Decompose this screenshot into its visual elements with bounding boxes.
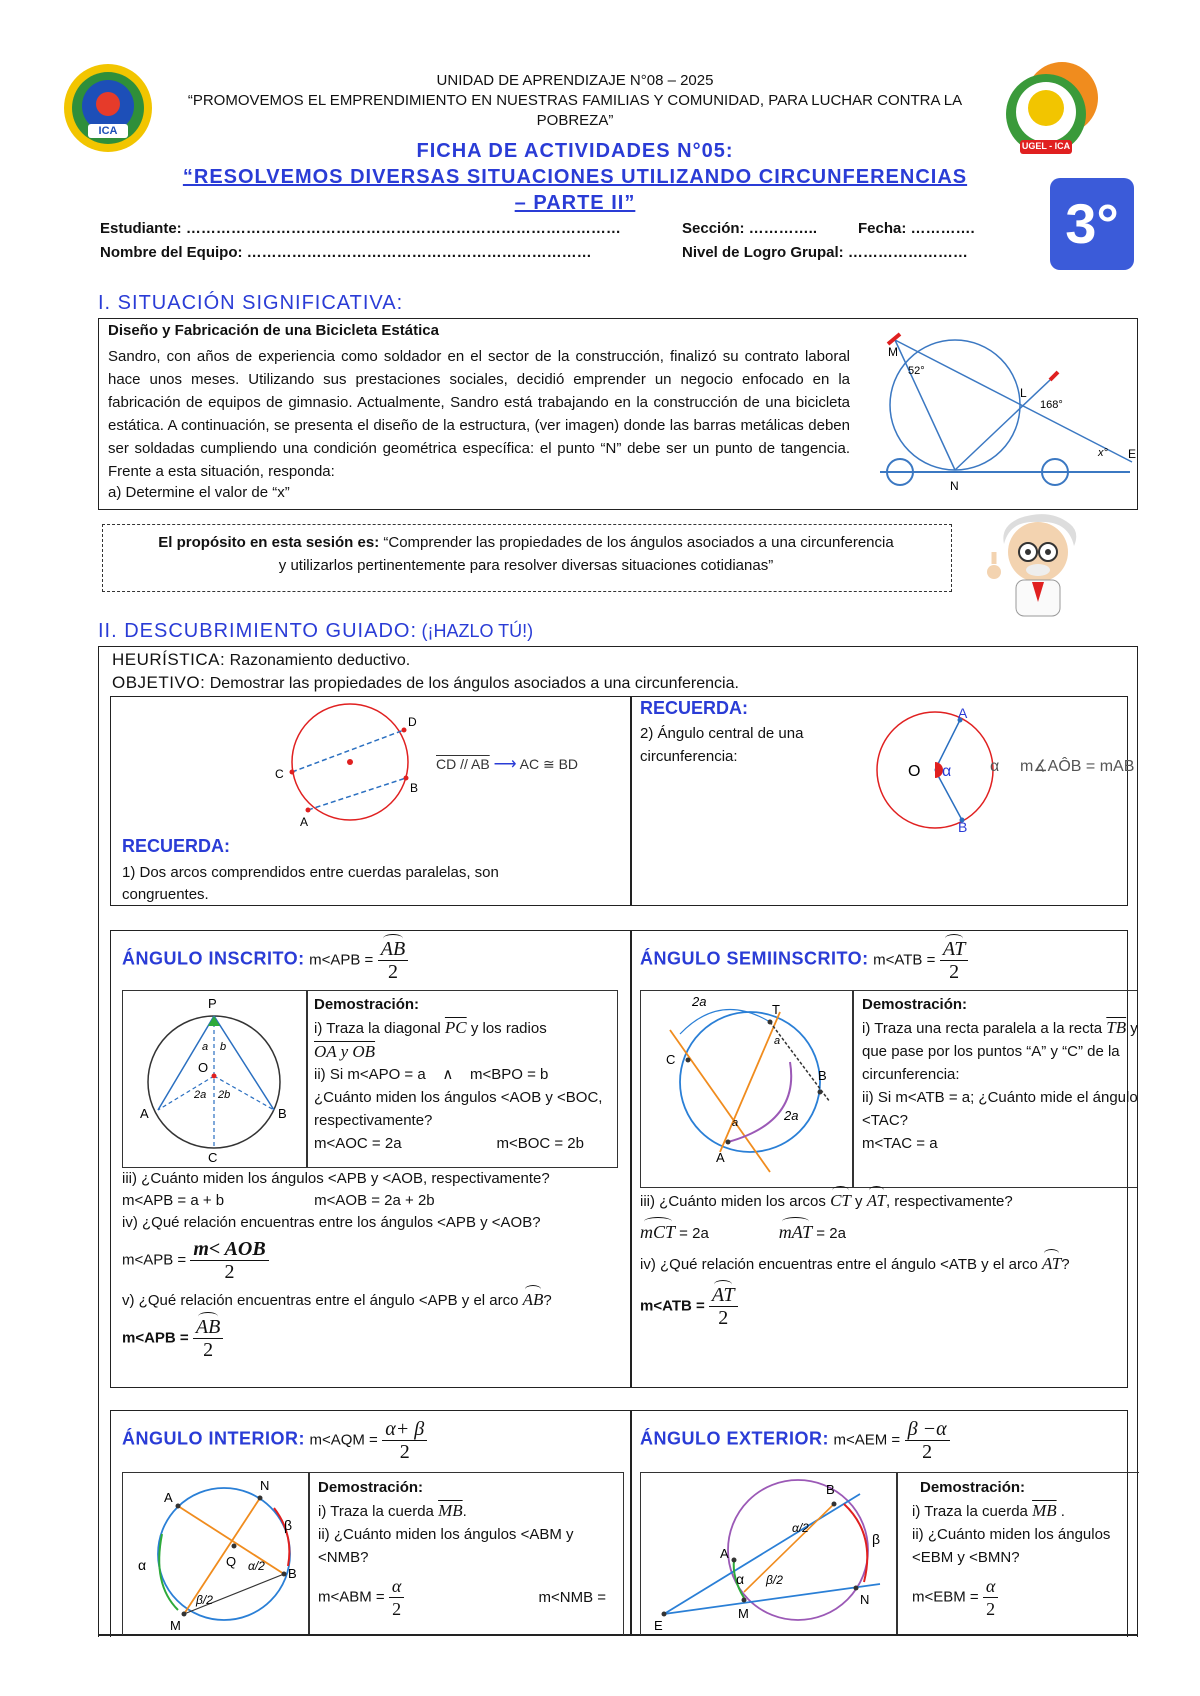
interior-fraction xyxy=(382,1418,427,1463)
semi-label-a: A xyxy=(716,1150,725,1165)
ext-label-b2: β/2 xyxy=(766,1573,783,1587)
fig2-label-o: O xyxy=(908,763,921,780)
recuerda-divider xyxy=(630,696,632,905)
semi-title-row xyxy=(640,938,968,983)
interior-title: ÁNGULO INTERIOR: xyxy=(122,1428,305,1449)
fig-label-n: N xyxy=(950,479,959,493)
inscrito-i2: y los radios xyxy=(466,1020,547,1037)
inscrito-step-ii2: ¿Cuánto miden los ángulos <AOB y <BOC, respectivamente? xyxy=(314,1089,603,1129)
inscrito-v-den: 2 xyxy=(203,1339,214,1361)
purpose-line1 xyxy=(102,534,950,551)
semi-label-2a-bot: 2a xyxy=(784,1108,799,1123)
situation-text: Sandro, con años de experiencia como soldador en el sector de la construcción, finalizó su contrato laboral hace unos meses. Utilizando sus prestaciones sociales, decidió emprender un negocio enfocado en la fabricación de equipos de gimnasio. Actualmente, Sandro está trabajando en la construcción de una bicicleta estática. A continuación, se presenta el diseño de la estructura, (ver imagen) donde las barras metálicas deben ser soldadas cumpliendo una condición geométrica específica: el punto “N” debe ser un punto de tangencia. Frente a esta situación, responda: xyxy=(108,348,850,480)
semi-demo-title: Demostración: xyxy=(862,996,968,1013)
semi-m1-label: mCT xyxy=(640,1222,676,1242)
int-label-a: A xyxy=(164,1490,173,1505)
ins-label-p: P xyxy=(208,996,217,1011)
semi-i-seg: $\overline{TB}$ xyxy=(1106,1018,1127,1037)
interior-angle-diagram xyxy=(134,1474,306,1634)
unit-subtitle: “PROMOVEMOS EL EMPRENDIMIENTO EN NUESTRAS FAMILIAS Y COMUNIDAD, PARA LUCHAR CONTRA LA xyxy=(187,92,963,109)
section2-heading-wrap xyxy=(98,620,533,643)
inscrito-v-l: m<APB = xyxy=(122,1329,189,1347)
semi-m1 xyxy=(640,1221,709,1245)
interior-den: 2 xyxy=(399,1441,410,1463)
semi-step-iii xyxy=(640,1190,1136,1213)
exterior-i-seg: $\overline{MB}$ xyxy=(1032,1501,1057,1520)
inscrito-v-frac xyxy=(193,1316,223,1361)
fig-angle-52: 52° xyxy=(908,365,925,377)
interior-formula-left: m<AQM = xyxy=(309,1431,378,1449)
exterior-a1: m<EBM = xyxy=(912,1588,979,1606)
r1-result: AC ≅ BD xyxy=(519,756,579,772)
unit-title: UNIDAD DE APRENDIZAJE N°08 – 2025 xyxy=(436,72,714,89)
objetivo-value: Demostrar las propiedades de los ángulos asociados a una circunferencia. xyxy=(205,675,739,692)
interior-a1-frac xyxy=(389,1575,404,1620)
inscrito-title: ÁNGULO INSCRITO: xyxy=(122,948,305,969)
inscrito-v-arc: AB xyxy=(522,1290,544,1309)
fig2-label-b: B xyxy=(958,819,968,834)
inscrito-answers xyxy=(314,1132,584,1155)
exterior-title-row xyxy=(640,1418,950,1463)
team-field[interactable]: Nombre del Equipo: …………………………………………………………… xyxy=(100,244,592,261)
situation-title: Diseño y Fabricación de una Bicicleta Estática xyxy=(108,322,439,339)
inscrito-divider xyxy=(630,930,632,1387)
central-angle-diagram xyxy=(870,704,1000,834)
inscrito-demo-title: Demostración: xyxy=(314,996,420,1013)
logo-left xyxy=(62,62,154,154)
grade-text: 3° xyxy=(1065,192,1119,255)
int-label-b2: β/2 xyxy=(196,1593,213,1607)
semi-res-den: 2 xyxy=(718,1307,729,1329)
fig1-label-d: D xyxy=(408,715,417,729)
fig-angle-x: x° xyxy=(1098,447,1108,459)
semi-formula-left: m<ATB = xyxy=(873,951,936,969)
ext-label-b: B xyxy=(826,1482,835,1497)
inscrito-iii-b: m<AOB = 2a + 2b xyxy=(314,1192,435,1209)
semi-iv-arc: AT xyxy=(1042,1254,1062,1273)
main-title-2: – PARTE II” xyxy=(514,192,636,214)
exterior-formula-left: m<AEM = xyxy=(833,1431,901,1449)
semi-questions xyxy=(640,1190,1136,1329)
semi-m2-label: mAT xyxy=(778,1222,813,1242)
inscrito-v-text: v) ¿Qué relación encuentras entre el ángulo <APB y el arco xyxy=(122,1292,519,1309)
semi-step-ii: ii) Si m<ATB = a; ¿Cuánto mide el ángulo <TAC? xyxy=(862,1089,1138,1129)
inscrito-ans1: m<AOC = 2a xyxy=(314,1135,402,1152)
ins-label-c: C xyxy=(208,1150,218,1164)
ins-label-2a: 2a xyxy=(194,1089,207,1101)
exterior-inner-divider xyxy=(896,1472,898,1634)
fig1-label-c: C xyxy=(275,767,284,781)
grade-badge xyxy=(1050,178,1134,270)
int-label-beta: β xyxy=(284,1517,293,1533)
semi-iii-arc1: CT xyxy=(830,1191,851,1210)
exterior-a1-frac xyxy=(983,1575,998,1620)
purpose-label: El propósito en esta sesión es: xyxy=(158,534,380,551)
r2-formula: m∡AÔB = mAB xyxy=(1020,758,1135,775)
fig-label-e: E xyxy=(1128,447,1137,461)
exterior-num: β −α xyxy=(905,1418,950,1441)
unit-subtitle-end: POBREZA” xyxy=(536,112,614,129)
ext-label-e: E xyxy=(654,1618,663,1633)
ins-label-b: B xyxy=(278,1106,287,1121)
section2-heading: II. DESCUBRIMIENTO GUIADO: xyxy=(98,620,417,642)
semiinscribed-angle-diagram xyxy=(650,992,850,1182)
exterior-a1-num: α xyxy=(983,1575,998,1598)
semi-iii-text: iii) ¿Cuánto miden los arcos xyxy=(640,1193,826,1210)
inscrito-i-seg: $\overline{PC}$ xyxy=(444,1018,467,1037)
exterior-answers xyxy=(912,1575,1136,1620)
semi-inner-divider xyxy=(852,990,854,1187)
section1-heading: I. SITUACIÓN SIGNIFICATIVA: xyxy=(98,292,404,314)
semi-res-l: m<ATB = xyxy=(640,1297,705,1315)
inscrito-ans2: m<BOC = 2b xyxy=(496,1135,584,1152)
inscrito-num: AB xyxy=(380,938,406,960)
ins-label-b-angle: b xyxy=(220,1041,227,1053)
bicycle-diagram xyxy=(870,322,1140,494)
inscrito-step-iv: iv) ¿Qué relación encuentras entre los ángulos <APB y <AOB? xyxy=(122,1214,541,1231)
purpose-text1: “Comprender las propiedades de los ángulos asociados a una circunferencia xyxy=(379,534,894,551)
interior-step-i: i) Traza la cuerda $\overline{MB}$. xyxy=(318,1501,467,1520)
ext-label-alpha: α xyxy=(736,1571,745,1587)
interior-step-ii: ii) ¿Cuánto miden los ángulos <ABM y <NMB? xyxy=(318,1526,574,1566)
semi-res-num: AT xyxy=(711,1284,735,1306)
inscrito-iv-den: 2 xyxy=(224,1261,235,1283)
fig-label-m: M xyxy=(888,345,898,359)
semi-i-text: i) Traza una recta paralela a la recta xyxy=(862,1020,1103,1037)
inscrito-step-iii: iii) ¿Cuánto miden los ángulos <APB y <AOB, respectivamente? xyxy=(122,1170,550,1187)
inscrito-fraction xyxy=(378,938,408,983)
semi-iii-end: , respectivamente? xyxy=(885,1193,1013,1210)
fig1-label-b: B xyxy=(410,781,419,795)
ins-label-o: O xyxy=(198,1060,209,1075)
fig2-label-a: A xyxy=(958,705,968,721)
section-field[interactable]: Sección: ………….. xyxy=(682,220,818,237)
ext-label-a: A xyxy=(720,1546,729,1561)
ext-label-beta: β xyxy=(872,1531,881,1547)
interior-a1-num: α xyxy=(389,1575,404,1598)
school-emblem-icon xyxy=(62,62,154,154)
interior-a2[interactable]: m<NMB = xyxy=(538,1589,606,1606)
semi-label-c: C xyxy=(666,1052,676,1067)
semi-res-frac xyxy=(709,1284,738,1329)
angles-divider xyxy=(630,1410,632,1636)
interior-i-seg: $\overline{MB}$ xyxy=(438,1501,463,1520)
int-label-alpha: α xyxy=(138,1557,147,1573)
recuerda-title-1: RECUERDA: xyxy=(122,836,230,856)
int-label-b: B xyxy=(288,1566,297,1581)
parallel-formula xyxy=(436,754,578,774)
inscrito-step-ii: ii) Si m<APO = a ∧ m<BPO = b xyxy=(314,1066,549,1083)
inscrito-formula-left: m<APB = xyxy=(309,951,374,969)
inscrito-title-row xyxy=(122,938,408,983)
interior-title-row xyxy=(122,1418,427,1463)
ext-label-n: N xyxy=(860,1592,870,1607)
semi-title: ÁNGULO SEMIINSCRITO: xyxy=(640,948,869,969)
semi-step-i xyxy=(862,1016,1138,1086)
inscrito-iv-l: m<APB = xyxy=(122,1251,187,1269)
exterior-fraction xyxy=(905,1418,950,1463)
exterior-step-ii: ii) ¿Cuánto miden los ángulos <EBM y <BMN? xyxy=(912,1526,1111,1566)
logo-left-text: ICA xyxy=(98,125,118,137)
semi-result xyxy=(640,1284,1136,1329)
ins-label-a: A xyxy=(140,1106,149,1121)
semi-iv-text: iv) ¿Qué relación encuentras entre el ángulo <ATB y el arco xyxy=(640,1256,1038,1273)
interior-inner-divider xyxy=(308,1472,310,1634)
semi-label-b: B xyxy=(818,1068,827,1083)
exterior-title: ÁNGULO EXTERIOR: xyxy=(640,1428,830,1449)
ext-label-a2: α/2 xyxy=(792,1521,809,1535)
exterior-step-i: i) Traza la cuerda $\overline{MB}$ . xyxy=(912,1501,1065,1520)
semi-iii-arc2: AT xyxy=(866,1191,886,1210)
r1-formula: CD // AB xyxy=(436,756,490,772)
arrow-right-icon: ⟶ xyxy=(493,756,517,773)
exterior-den: 2 xyxy=(922,1441,933,1463)
semi-iii-y: y xyxy=(850,1193,867,1210)
alpha-label: α xyxy=(990,758,1000,775)
situation-question: a) Determine el valor de “x” xyxy=(108,484,290,501)
inscrito-i-text: i) Traza la diagonal xyxy=(314,1020,441,1037)
exterior-demo xyxy=(912,1476,1136,1620)
semi-den: 2 xyxy=(949,961,960,983)
ficha-title: FICHA DE ACTIVIDADES N°05: xyxy=(416,140,734,162)
int-label-m: M xyxy=(170,1618,181,1633)
semi-num: AT xyxy=(942,938,966,960)
fig-angle-168: 168° xyxy=(1040,399,1063,411)
semi-step-iv: iv) ¿Qué relación encuentras entre el ángulo <ATB y el arco AT? xyxy=(640,1254,1070,1273)
semi-ans: m<TAC = a xyxy=(862,1135,938,1152)
inscrito-inner-divider xyxy=(306,990,308,1167)
semi-m1-value: = 2a xyxy=(675,1225,709,1242)
logo-right xyxy=(1000,60,1100,160)
semi-iii-answers xyxy=(640,1221,1136,1245)
interior-demo xyxy=(318,1476,618,1620)
int-label-a2: α/2 xyxy=(248,1559,265,1573)
semi-label-2a-top: 2a xyxy=(692,994,707,1009)
professor-cartoon-icon xyxy=(980,512,1090,622)
exterior-i-text: i) Traza la cuerda xyxy=(912,1503,1028,1520)
interior-demo-title: Demostración: xyxy=(318,1479,424,1496)
fig-label-l: L xyxy=(1020,386,1027,400)
parallel-chords-diagram xyxy=(270,700,430,830)
inscrito-step-v: v) ¿Qué relación encuentras entre el ángulo <APB y el arco AB? xyxy=(122,1290,552,1309)
inscrito-step-i xyxy=(314,1016,612,1040)
inscrito-demo xyxy=(314,993,612,1155)
int-label-q: Q xyxy=(226,1554,237,1569)
inscrito-radii: OA y OB xyxy=(314,1042,376,1061)
heuristica-label: HEURÍSTICA: xyxy=(112,650,226,669)
semi-label-t: T xyxy=(772,1002,780,1017)
inscrito-iv-answer xyxy=(122,1238,622,1283)
logo-right-text: UGEL - ICA xyxy=(1021,141,1071,151)
inscrito-iii-answers xyxy=(122,1190,622,1212)
date-field[interactable]: Fecha: …………. xyxy=(858,220,975,237)
inscrito-iv-num: m< AOB xyxy=(190,1238,268,1261)
heuristica-value: Razonamiento deductivo. xyxy=(225,652,411,669)
semi-label-a2: a xyxy=(732,1117,739,1129)
semi-m2 xyxy=(779,1221,846,1245)
fig2-label-alpha: α xyxy=(942,763,952,780)
semi-fraction xyxy=(940,938,969,983)
inscrito-iii-a: m<APB = a + b xyxy=(122,1192,225,1209)
inscrito-iv-frac xyxy=(190,1238,268,1283)
interior-a1-den: 2 xyxy=(392,1599,402,1619)
interior-a1: m<ABM = xyxy=(318,1588,385,1606)
semi-label-a1: a xyxy=(774,1035,781,1047)
recuerda-title-2: RECUERDA: xyxy=(640,698,748,718)
semi-demo xyxy=(862,993,1138,1155)
inscribed-angle-diagram xyxy=(134,992,304,1164)
inscrito-questions xyxy=(122,1168,622,1361)
interior-i-text: i) Traza la cuerda xyxy=(318,1503,434,1520)
objetivo-line xyxy=(112,673,739,693)
interior-answers xyxy=(318,1575,606,1620)
ins-label-2b: 2b xyxy=(218,1089,231,1101)
student-field[interactable]: Estudiante: …………………………………………………………………………… xyxy=(100,220,621,237)
interior-num: α+ β xyxy=(382,1418,427,1441)
exterior-a1-den: 2 xyxy=(986,1599,996,1619)
exterior-angle-diagram xyxy=(648,1474,894,1634)
int-label-n: N xyxy=(260,1478,270,1493)
semi-i2: y que pase por los puntos “A” y “C” de la circunferencia: xyxy=(862,1020,1138,1083)
ext-label-m: M xyxy=(738,1606,749,1621)
inscrito-v-num: AB xyxy=(195,1316,221,1338)
inscrito-v-answer xyxy=(122,1316,622,1361)
heuristica-line xyxy=(112,650,410,670)
recuerda-text-2: 2) Ángulo central de una circunferencia: xyxy=(640,725,804,765)
section2-sub: (¡HAZLO TÚ!) xyxy=(421,621,534,641)
exterior-demo-title: Demostración: xyxy=(920,1479,1026,1496)
objetivo-label: OBJETIVO: xyxy=(112,673,206,692)
main-title: “RESOLVEMOS DIVERSAS SITUACIONES UTILIZANDO CIRCUNFERENCIAS xyxy=(182,166,968,188)
inscrito-den: 2 xyxy=(388,961,398,983)
fig1-label-a: A xyxy=(300,815,309,829)
ins-label-a-angle: a xyxy=(202,1041,209,1053)
semi-m2-value: = 2a xyxy=(812,1225,846,1242)
level-field[interactable]: Nivel de Logro Grupal: …………………… xyxy=(682,244,968,261)
purpose-line2: y utilizarlos pertinentemente para resolver diversas situaciones cotidianas” xyxy=(278,557,774,574)
recuerda-text-1: 1) Dos arcos comprendidos entre cuerdas paralelas, son congruentes. xyxy=(122,864,499,903)
